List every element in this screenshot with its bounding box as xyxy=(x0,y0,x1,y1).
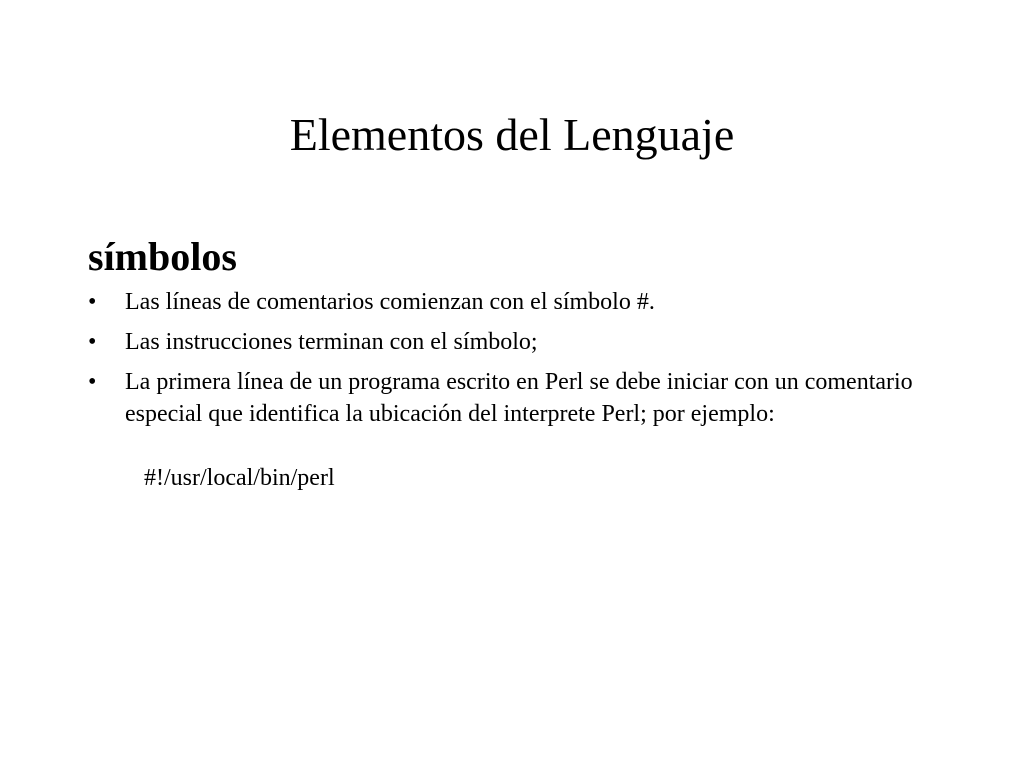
bullet-icon: • xyxy=(88,289,97,315)
bullet-text: La primera línea de un programa escrito en Perl se debe iniciar con un comentario especial que identifica la ubicación del interprete Perl; por ejemplo: xyxy=(125,369,913,427)
bullet-text: Las instrucciones terminan con el símbolo; xyxy=(125,329,538,355)
code-example: #!/usr/local/bin/perl xyxy=(144,465,335,491)
bullet-text: Las líneas de comentarios comienzan con el símbolo #. xyxy=(125,289,655,315)
slide-content xyxy=(88,232,958,494)
bullet-item xyxy=(88,286,958,318)
section-heading: símbolos xyxy=(88,234,237,279)
bullet-icon: • xyxy=(88,329,97,355)
slide-title: Elementos del Lenguaje xyxy=(289,109,735,160)
bullet-list xyxy=(88,286,958,430)
bullet-item xyxy=(88,366,958,430)
bullet-icon: • xyxy=(88,369,97,395)
bullet-item xyxy=(88,326,958,358)
